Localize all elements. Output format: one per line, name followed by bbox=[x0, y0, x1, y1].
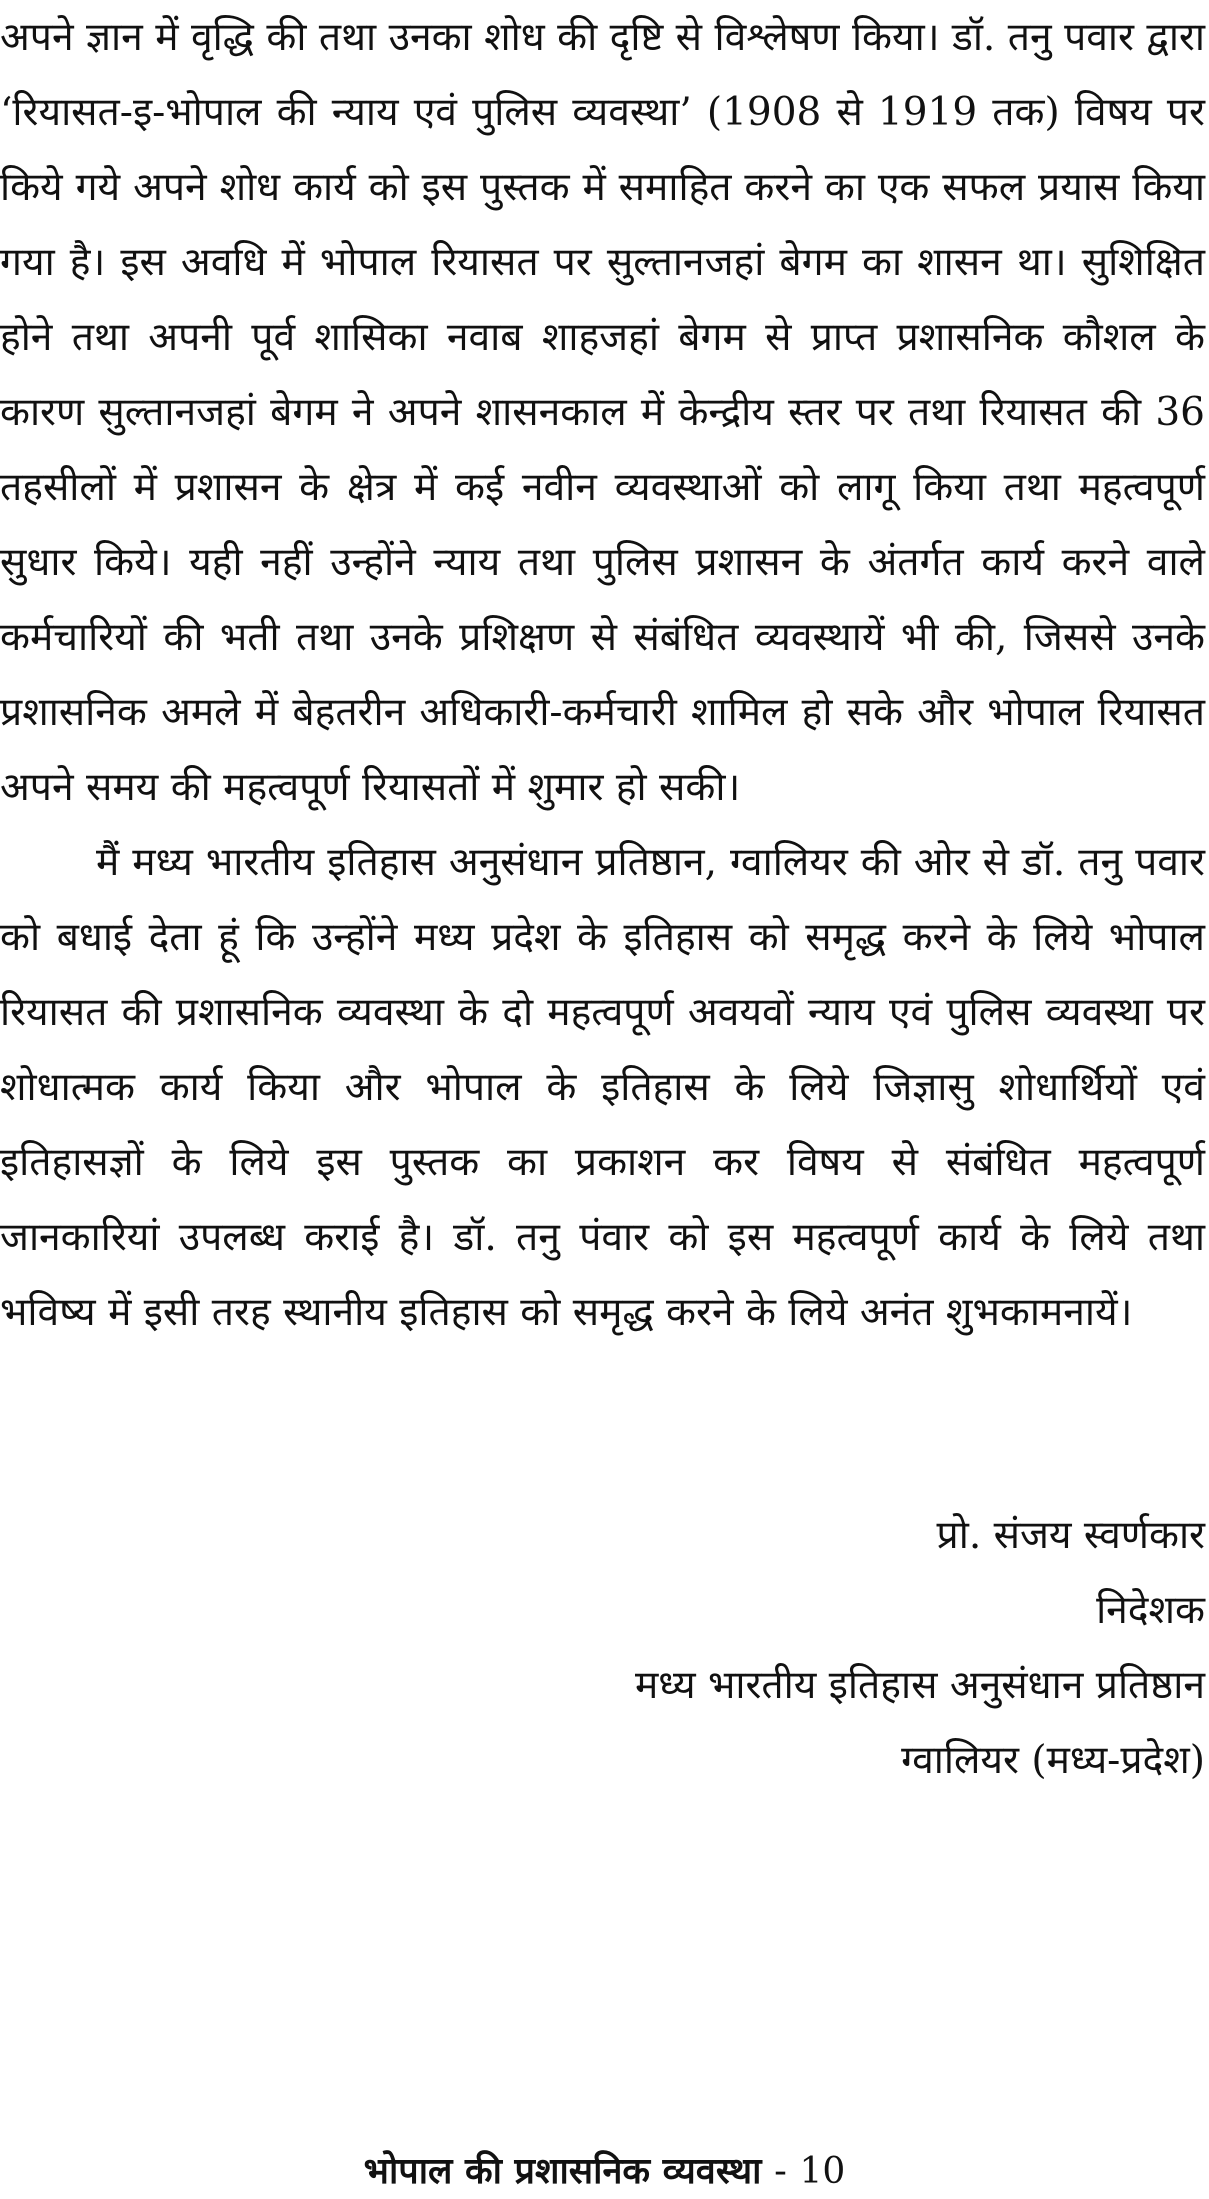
page-number: 10 bbox=[799, 2151, 846, 2192]
paragraph-2: मैं मध्य भारतीय इतिहास अनुसंधान प्रतिष्ठान, ग्वालियर की ओर से डॉ. तनु पवार को बधाई देता हूं कि उन्होंने मध्य प्रदेश के इतिहास को समृद्ध करने के लिये भोपाल रियासत की प्रशासनिक व्यवस्था के दो महत्वपूर्ण अवयवों न्याय एवं पुलिस व्यवस्था पर शोधात्मक कार्य किया और भोपाल के इतिहास के लिये जिज्ञासु शोधार्थियों एवं इतिहासज्ञों के लिये इस पुस्तक का प्रकाशन कर विषय से संबंधित महत्वपूर्ण जानकारियां उपलब्ध कराई है। डॉ. तनु पंवार को इस महत्वपूर्ण कार्य के लिये तथा भविष्य में इसी तरह स्थानीय इतिहास को समृद्ध करने के लिये अनंत शुभकामनायें। bbox=[0, 840, 1205, 1335]
paragraph-1: अपने ज्ञान में वृद्धि की तथा उनका शोध की दृष्टि से विश्लेषण किया। डॉ. तनु पवार द्वारा ‘रियासत-इ-भोपाल की न्याय एवं पुलिस व्यवस्था’ (1908 से 1919 तक) विषय पर किये गये अपने शोध कार्य को इस पुस्तक में समाहित करने का एक सफल प्रयास किया गया है। इस अवधि में भोपाल रियासत पर सुल्तानजहां बेगम का शासन था। सुशिक्षित होने तथा अपनी पूर्व शासिका नवाब शाहजहां बेगम से प्राप्त प्रशासनिक कौशल के कारण सुल्तानजहां बेगम ने अपने शासनकाल में केन्द्रीय स्तर पर तथा रियासत की 36 तहसीलों में प्रशासन के क्षेत्र में कई नवीन व्यवस्थाओं को लागू किया तथा महत्वपूर्ण सुधार किये। यही नहीं उन्होंने न्याय तथा पुलिस प्रशासन के अंतर्गत कार्य करने वाले कर्मचारियों की भती तथा उनके प्रशिक्षण से संबंधित व्यवस्थायें भी की, जिससे उनके प्रशासनिक अमले में बेहतरीन अधिकारी-कर्मचारी शामिल हो सके और भोपाल रियासत अपने समय की महत्वपूर्ण रियासतों में शुमार हो सकी। bbox=[0, 15, 1205, 810]
footer-separator: - bbox=[773, 2151, 787, 2192]
signatory-location: ग्वालियर (मध्य-प्रदेश) bbox=[901, 1738, 1205, 1783]
signatory-organization: मध्य भारतीय इतिहास अनुसंधान प्रतिष्ठान bbox=[634, 1663, 1205, 1708]
signature-block bbox=[635, 1498, 1205, 1798]
footer-book-title: भोपाल की प्रशासनिक व्यवस्था bbox=[363, 2151, 762, 2192]
page-footer bbox=[0, 2150, 1209, 2194]
signatory-name: प्रो. संजय स्वर्णकार bbox=[936, 1513, 1205, 1558]
signatory-designation: निदेशक bbox=[1096, 1588, 1205, 1633]
